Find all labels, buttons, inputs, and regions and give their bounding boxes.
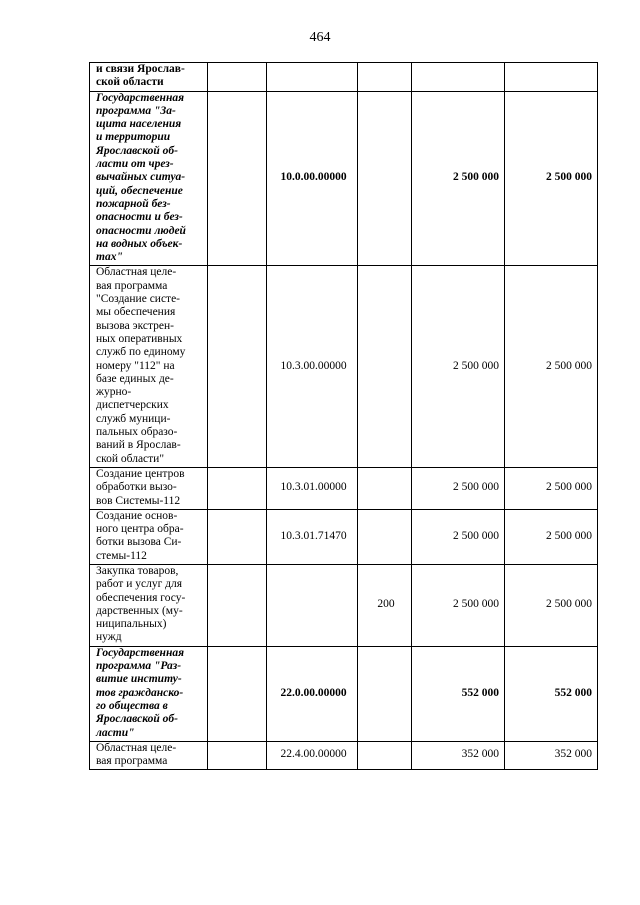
target-code-cell: 10.3.01.00000 — [267, 467, 358, 509]
expense-type-cell — [358, 741, 412, 770]
empty-cell — [208, 509, 267, 564]
empty-cell — [208, 91, 267, 266]
target-code-cell: 22.0.00.00000 — [267, 646, 358, 741]
amount-cell-1: 2 500 000 — [412, 564, 505, 646]
amount-cell-1: 2 500 000 — [412, 266, 505, 467]
target-code-cell — [267, 63, 358, 92]
amount-cell-2: 2 500 000 — [505, 564, 598, 646]
expense-type-cell: 200 — [358, 564, 412, 646]
target-code-cell: 10.0.00.00000 — [267, 91, 358, 266]
amount-cell-2: 2 500 000 — [505, 91, 598, 266]
page-number: 464 — [309, 30, 331, 45]
target-code-cell — [267, 564, 358, 646]
program-name-cell: Государственная программа "Раз- витие институ- тов гражданско- го общества в Ярославской об- ласти" — [90, 646, 208, 741]
program-name-cell: Создание центров обработки вызо- вов Системы-112 — [90, 467, 208, 509]
program-name-cell: Создание основ- ного центра обра- ботки вызова Си- стемы-112 — [90, 509, 208, 564]
amount-cell-2: 2 500 000 — [505, 467, 598, 509]
table-row — [90, 646, 598, 741]
empty-cell — [208, 564, 267, 646]
table-row — [90, 266, 598, 467]
program-name-cell: Закупка товаров, работ и услуг для обеспечения госу- дарственных (му- ниципальных) нужд — [90, 564, 208, 646]
table-row — [90, 467, 598, 509]
amount-cell-1: 2 500 000 — [412, 509, 505, 564]
empty-cell — [208, 646, 267, 741]
empty-cell — [208, 741, 267, 770]
expense-type-cell — [358, 646, 412, 741]
amount-cell-2: 552 000 — [505, 646, 598, 741]
empty-cell — [208, 63, 267, 92]
program-name-cell: Государственная программа "За- щита населения и территории Ярославской об- ласти от чрез- вычайных ситуа- ций, обеспечение пожарной без- опасности и без- опасности людей на водных объек- тах" — [90, 91, 208, 266]
empty-cell — [208, 266, 267, 467]
table-row — [90, 91, 598, 266]
table-row — [90, 509, 598, 564]
expense-type-cell — [358, 509, 412, 564]
amount-cell-2: 2 500 000 — [505, 509, 598, 564]
expense-type-cell — [358, 467, 412, 509]
amount-cell-1: 352 000 — [412, 741, 505, 770]
budget-table — [89, 62, 598, 770]
amount-cell-2 — [505, 63, 598, 92]
amount-cell-1: 2 500 000 — [412, 467, 505, 509]
target-code-cell: 10.3.00.00000 — [267, 266, 358, 467]
amount-cell-2: 2 500 000 — [505, 266, 598, 467]
expense-type-cell — [358, 266, 412, 467]
program-name-cell: Областная целе- вая программа "Создание систе- мы обеспечения вызова экстрен- ных оперативных служб по единому номеру "112" на базе единых де- журно- диспетчерских служб муници- пальных образо- ваний в Ярослав- ской области" — [90, 266, 208, 467]
table-row — [90, 741, 598, 770]
program-name-cell: и связи Ярослав- ской области — [90, 63, 208, 92]
table-row — [90, 63, 598, 92]
amount-cell-1: 552 000 — [412, 646, 505, 741]
target-code-cell: 10.3.01.71470 — [267, 509, 358, 564]
expense-type-cell — [358, 91, 412, 266]
amount-cell-1: 2 500 000 — [412, 91, 505, 266]
amount-cell-1 — [412, 63, 505, 92]
amount-cell-2: 352 000 — [505, 741, 598, 770]
target-code-cell: 22.4.00.00000 — [267, 741, 358, 770]
table-row — [90, 564, 598, 646]
empty-cell — [208, 467, 267, 509]
program-name-cell: Областная целе- вая программа — [90, 741, 208, 770]
expense-type-cell — [358, 63, 412, 92]
